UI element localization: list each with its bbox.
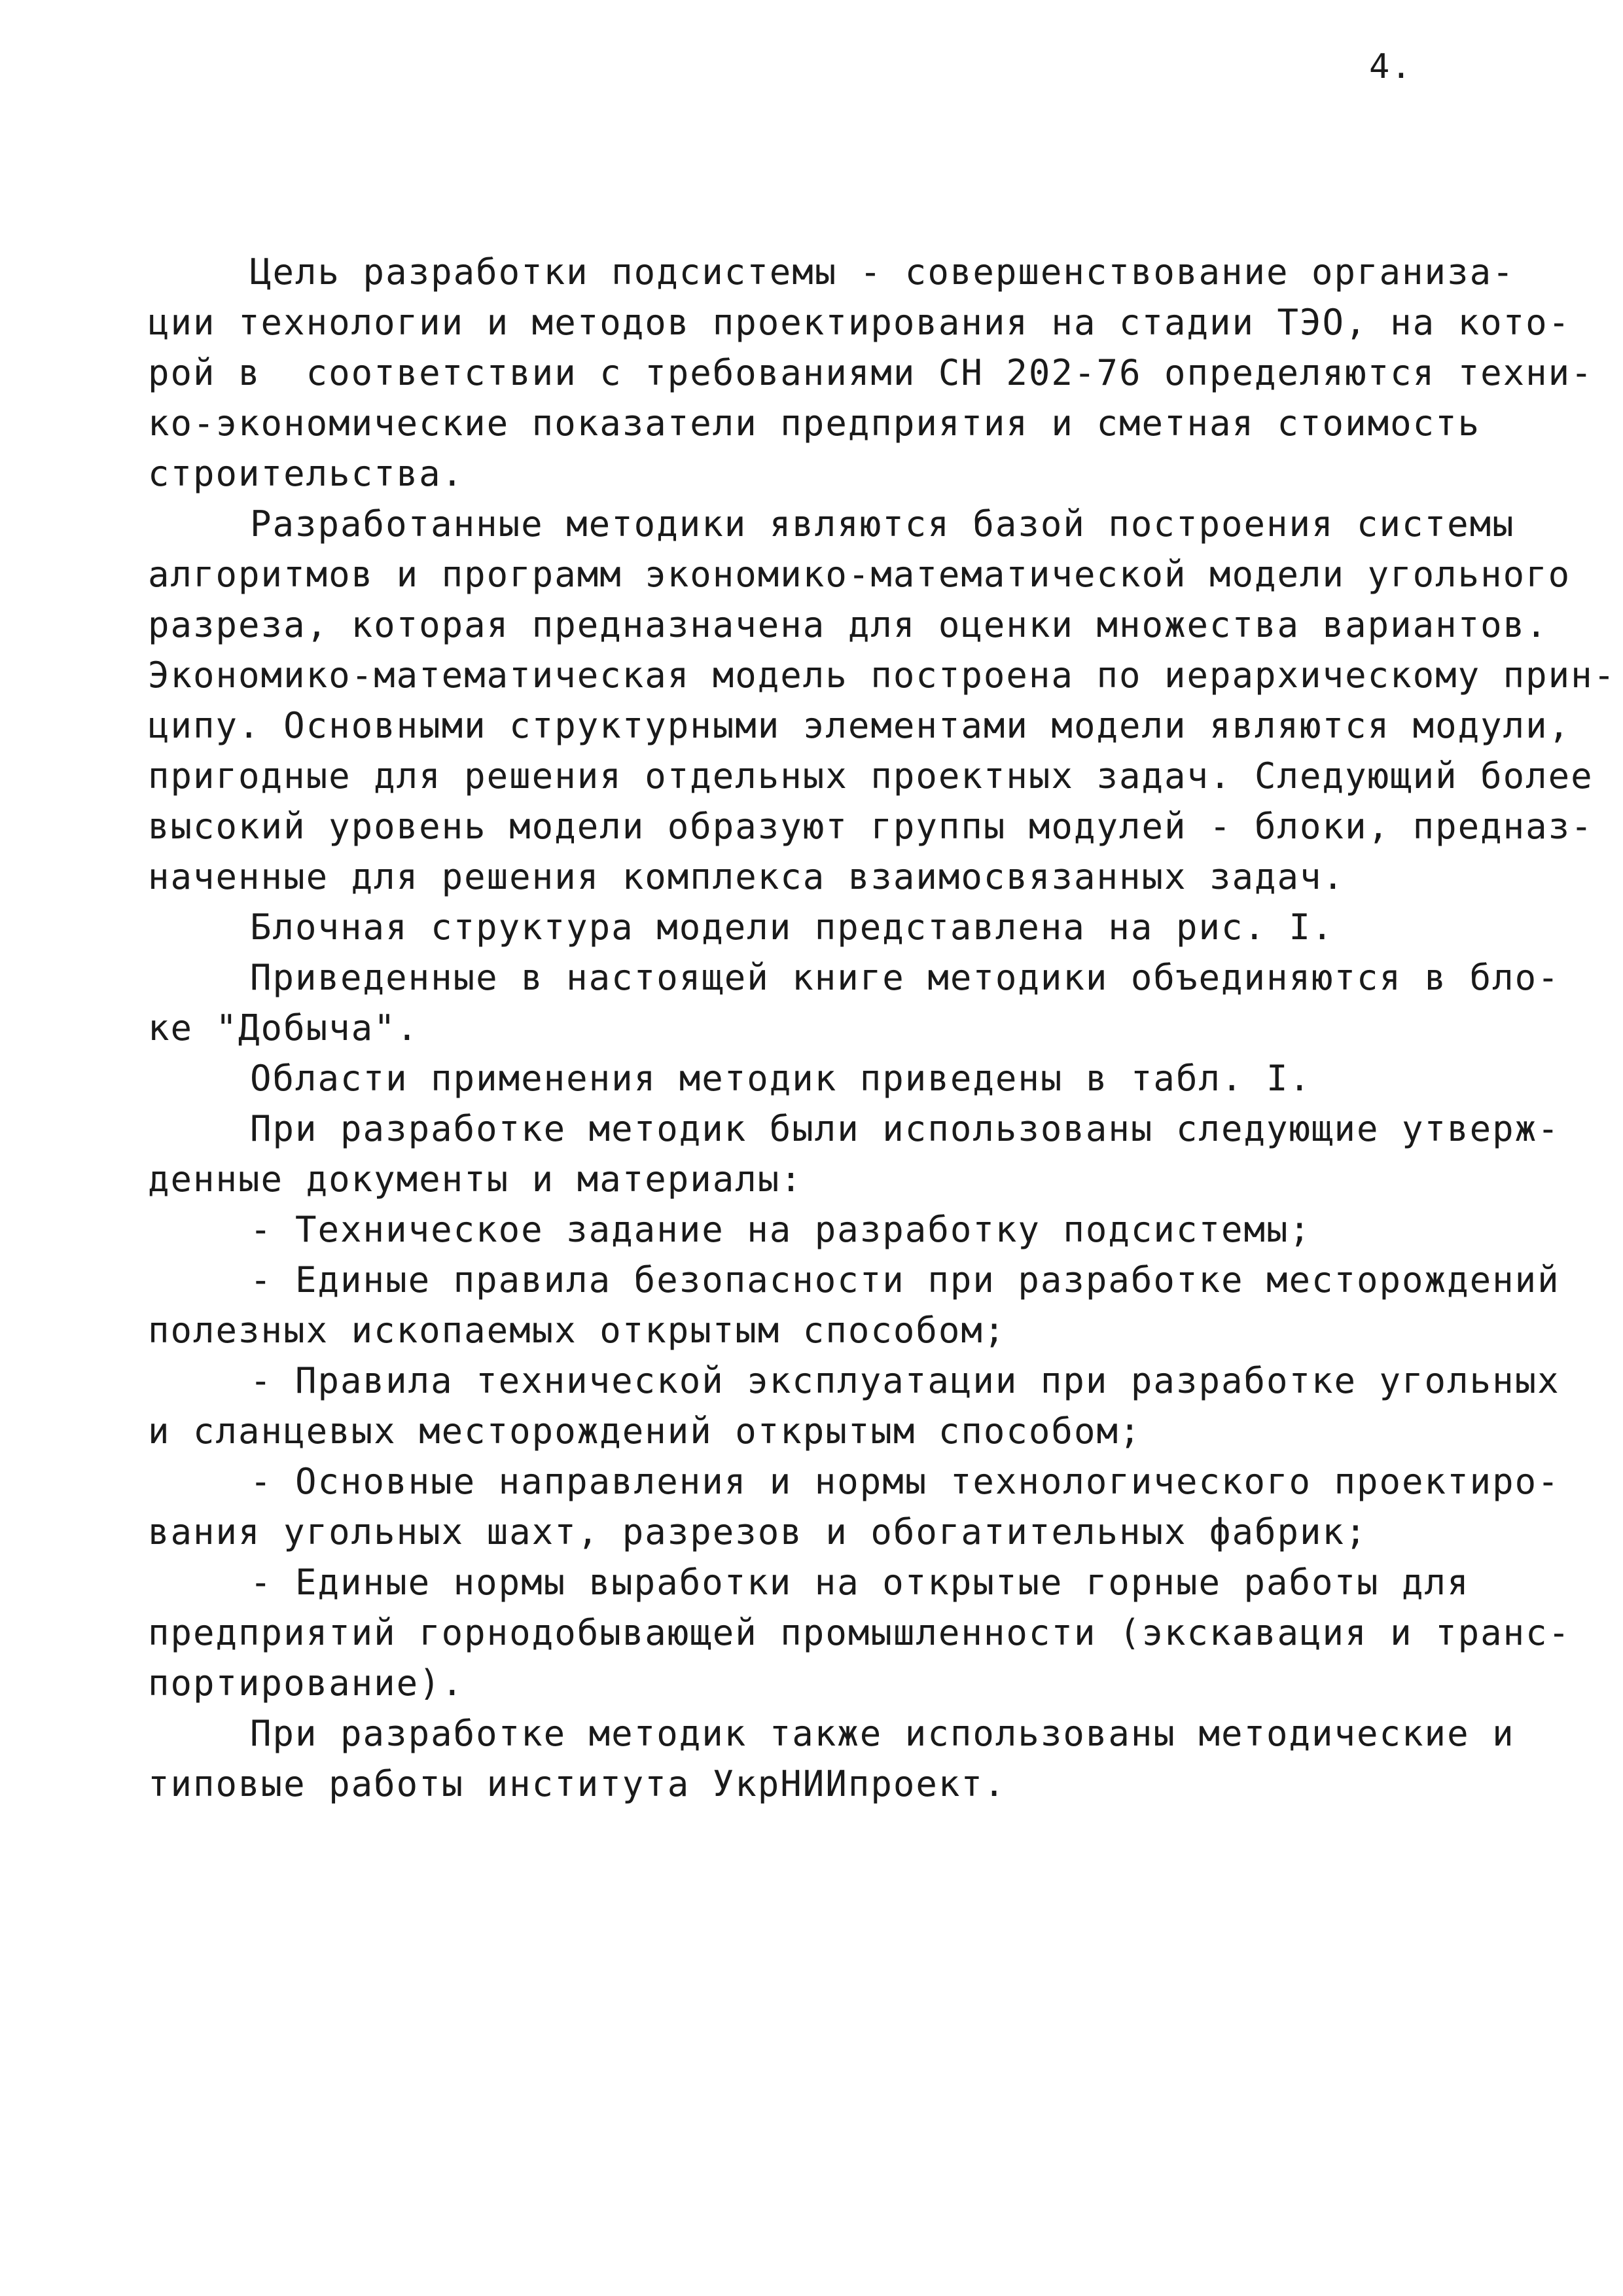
text-line: предприятий горнодобывающей промышленности (экскавация и транс- xyxy=(148,1612,1571,1653)
text-line: рой в соответствии с требованиями СН 202-76 определяются техни- xyxy=(148,352,1594,393)
page-number: 4. xyxy=(1369,47,1413,86)
text-line: наченные для решения комплекса взаимосвязанных задач. xyxy=(148,856,1346,897)
text-line: Приведенные в настоящей книге методики объединяются в бло- xyxy=(250,957,1560,998)
text-line: пригодные для решения отдельных проектных задач. Следующий более xyxy=(148,755,1594,797)
text-line: алгоритмов и программ экономико-математической модели угольного xyxy=(148,554,1571,595)
text-line: вания угольных шахт, разрезов и обогатительных фабрик; xyxy=(148,1511,1368,1552)
text-line: Разработанные методики являются базой построения системы xyxy=(250,503,1515,545)
text-line: Цель разработки подсистемы - совершенствование организа- xyxy=(250,251,1515,293)
text-line: строительства. xyxy=(148,453,465,494)
body-text xyxy=(0,247,1623,1809)
text-line: ке "Добыча". xyxy=(148,1007,419,1049)
text-line: типовые работы института УкрНИИпроект. xyxy=(148,1763,1007,1804)
text-line: ции технологии и методов проектирования на стадии ТЭО, на кото- xyxy=(148,302,1571,343)
text-line: ко-экономические показатели предприятия и сметная стоимость xyxy=(148,403,1481,444)
text-line: При разработке методик также использованы методические и xyxy=(250,1713,1515,1754)
text-line: - Единые правила безопасности при разработке месторождений xyxy=(250,1259,1560,1300)
text-line: портирование). xyxy=(148,1662,465,1704)
text-line: высокий уровень модели образуют группы модулей - блоки, предназ- xyxy=(148,806,1594,847)
text-line: - Правила технической эксплуатации при разработке угольных xyxy=(250,1360,1560,1401)
text-line: - Основные направления и нормы технологического проектиро- xyxy=(250,1461,1560,1502)
text-line: полезных ископаемых открытым способом; xyxy=(148,1310,1007,1351)
text-line: Области применения методик приведены в табл. I. xyxy=(250,1058,1312,1099)
text-line: Экономико-математическая модель построена по иерархическому прин- xyxy=(148,655,1616,696)
text-line: разреза, которая предназначена для оценки множества вариантов. xyxy=(148,604,1548,645)
text-line: денные документы и материалы: xyxy=(148,1158,803,1200)
text-line: - Техническое задание на разработку подсистемы; xyxy=(250,1209,1312,1250)
text-line: Блочная структура модели представлена на рис. I. xyxy=(250,906,1334,948)
text-line: - Единые нормы выработки на открытые горные работы для xyxy=(250,1562,1470,1603)
text-line: ципу. Основными структурными элементами модели являются модули, xyxy=(148,705,1571,746)
text-line: и сланцевых месторождений открытым способом; xyxy=(148,1410,1142,1452)
text-line: При разработке методик были использованы следующие утверж- xyxy=(250,1108,1560,1149)
